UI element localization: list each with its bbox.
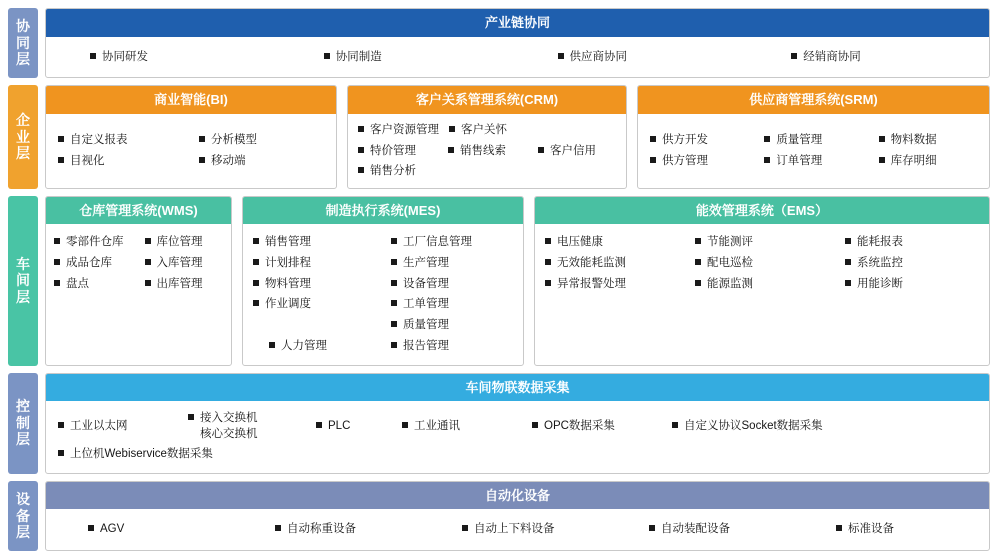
- list-item[interactable]: [352, 120, 443, 141]
- list-item[interactable]: [532, 141, 622, 162]
- list-item[interactable]: [518, 47, 752, 68]
- square-bullet-icon: [836, 525, 842, 531]
- panel-automation-equipment: [45, 481, 990, 551]
- item-label: 成品仓库: [66, 257, 112, 270]
- list-item[interactable]: [642, 130, 756, 151]
- item-label: 配电巡检: [706, 257, 753, 270]
- list-item[interactable]: [178, 409, 306, 444]
- item-label: 人力管理: [281, 339, 327, 352]
- item-label: 节能测评: [706, 236, 753, 249]
- item-label: 客户资源管理: [370, 123, 439, 136]
- layer-collaboration: [8, 8, 990, 78]
- item-label: 客户信用: [549, 144, 596, 157]
- square-bullet-icon: [275, 525, 281, 531]
- square-bullet-icon: [695, 259, 701, 265]
- panel-title-bi: 商业智能(BI): [46, 86, 336, 114]
- list-item[interactable]: [837, 232, 987, 253]
- square-bullet-icon: [54, 280, 60, 286]
- item-label: 作业调度: [265, 298, 311, 311]
- item-label: 质量管理: [403, 319, 449, 332]
- panel-title-srm: 供应商管理系统(SRM): [638, 86, 989, 114]
- list-item[interactable]: [443, 120, 533, 141]
- square-bullet-icon: [672, 422, 678, 428]
- list-item[interactable]: [537, 274, 687, 295]
- item-label: 工单管理: [403, 298, 449, 311]
- list-item[interactable]: [837, 253, 987, 274]
- list-item[interactable]: [522, 416, 662, 437]
- square-bullet-icon: [54, 259, 60, 265]
- square-bullet-icon: [402, 422, 408, 428]
- list-item[interactable]: [383, 336, 521, 357]
- square-bullet-icon: [879, 157, 885, 163]
- item-label: 销售线索: [459, 144, 506, 157]
- item-label: 能耗报表: [856, 236, 903, 249]
- item-label: 经销商协同: [803, 50, 861, 63]
- square-bullet-icon: [879, 136, 885, 142]
- square-bullet-icon: [269, 342, 275, 348]
- square-bullet-icon: [391, 259, 397, 265]
- list-item[interactable]: [245, 253, 383, 274]
- square-bullet-icon: [253, 280, 259, 286]
- square-bullet-icon: [845, 259, 851, 265]
- list-item[interactable]: [687, 232, 837, 253]
- item-label: 用能诊断: [856, 277, 903, 290]
- square-bullet-icon: [253, 238, 259, 244]
- list-item[interactable]: [245, 336, 383, 357]
- layer-tag-control: [8, 373, 38, 474]
- square-bullet-icon: [90, 53, 96, 59]
- item-label: 库位管理: [156, 236, 203, 249]
- square-bullet-icon: [358, 147, 364, 153]
- panel-title-wms: 仓库管理系统(WMS): [46, 197, 231, 225]
- square-bullet-icon: [145, 238, 151, 244]
- square-bullet-icon: [391, 342, 397, 348]
- item-label: 供方管理: [662, 154, 708, 167]
- item-label: 无效能耗监测: [557, 257, 626, 270]
- layer-workshop: [8, 196, 990, 366]
- list-item[interactable]: [50, 519, 237, 540]
- layer-body-collaboration: [45, 8, 990, 78]
- square-bullet-icon: [545, 259, 551, 265]
- list-item[interactable]: [662, 416, 850, 437]
- item-label: 盘点: [66, 277, 89, 290]
- item-label: 自动称重设备: [287, 523, 356, 536]
- item-label: 异常报警处理: [557, 277, 626, 290]
- list-item[interactable]: [245, 294, 383, 315]
- item-label: 目视化: [70, 154, 105, 167]
- item-label: 工业通讯: [414, 420, 460, 433]
- list-item[interactable]: [687, 253, 837, 274]
- square-bullet-icon: [695, 238, 701, 244]
- list-item[interactable]: [871, 151, 985, 172]
- layer-body-control: [45, 373, 990, 474]
- square-bullet-icon: [253, 259, 259, 265]
- panel-ems: [534, 196, 990, 366]
- square-bullet-icon: [58, 157, 64, 163]
- item-label: 质量管理: [776, 134, 823, 147]
- square-bullet-icon: [764, 136, 770, 142]
- list-item[interactable]: [756, 151, 870, 172]
- square-bullet-icon: [448, 147, 454, 153]
- list-item[interactable]: [139, 274, 230, 295]
- list-item[interactable]: [48, 444, 987, 465]
- item-label: 工厂信息管理: [403, 236, 472, 249]
- item-label: 物料数据: [890, 134, 937, 147]
- square-bullet-icon: [650, 157, 656, 163]
- panel-title-automation-equipment: 自动化设备: [46, 482, 989, 510]
- list-item[interactable]: [48, 253, 139, 274]
- item-label: 特价管理: [370, 144, 416, 157]
- square-bullet-icon: [764, 157, 770, 163]
- panel-mes: [242, 196, 524, 366]
- item-label: 自定义协议Socket数据采集: [684, 420, 823, 433]
- list-item[interactable]: [537, 253, 687, 274]
- panel-title-industry-chain: 产业链协同: [46, 9, 989, 37]
- item-label: 协同制造: [335, 50, 382, 63]
- layer-tag-label: 控制层: [16, 398, 30, 448]
- square-bullet-icon: [358, 167, 364, 173]
- item-label: 自动装配设备: [661, 523, 730, 536]
- square-bullet-icon: [532, 422, 538, 428]
- layer-enterprise: [8, 85, 990, 189]
- item-label: 订单管理: [776, 154, 823, 167]
- panel-body-crm: [348, 114, 626, 188]
- layer-tag-label: 企业层: [16, 112, 30, 162]
- list-item[interactable]: [383, 274, 521, 295]
- panel-body-srm: [638, 114, 989, 188]
- item-label: 接入交换机 核心交换机: [200, 412, 258, 440]
- item-label: 上位机Webiservice数据采集: [70, 448, 213, 461]
- square-bullet-icon: [58, 422, 64, 428]
- list-item[interactable]: [383, 253, 521, 274]
- list-item[interactable]: [798, 519, 985, 540]
- layer-tag-collaboration: [8, 8, 38, 78]
- list-item[interactable]: [48, 416, 178, 437]
- panel-industry-chain: [45, 8, 990, 78]
- list-item[interactable]: [48, 232, 139, 253]
- list-item[interactable]: [191, 151, 332, 172]
- list-item[interactable]: [383, 315, 521, 336]
- layer-body-workshop: [45, 196, 990, 366]
- list-item[interactable]: [383, 232, 521, 253]
- panel-body-iot-data-collection: [46, 401, 989, 473]
- square-bullet-icon: [391, 280, 397, 286]
- item-label: 零部件仓库: [66, 236, 124, 249]
- item-label: 销售管理: [265, 236, 311, 249]
- square-bullet-icon: [695, 280, 701, 286]
- list-item[interactable]: [284, 47, 518, 68]
- layer-tag-enterprise: [8, 85, 38, 189]
- item-label: 电压健康: [557, 236, 603, 249]
- item-label: 供方开发: [662, 134, 708, 147]
- square-bullet-icon: [199, 136, 205, 142]
- panel-body-automation-equipment: [46, 509, 989, 550]
- list-item[interactable]: [50, 151, 191, 172]
- item-label: 能源监测: [706, 277, 753, 290]
- square-bullet-icon: [324, 53, 330, 59]
- panel-srm: [637, 85, 990, 189]
- square-bullet-icon: [58, 136, 64, 142]
- square-bullet-icon: [462, 525, 468, 531]
- square-bullet-icon: [391, 300, 397, 306]
- panel-crm: [347, 85, 627, 189]
- layer-body-device: [45, 481, 990, 551]
- list-item[interactable]: [756, 130, 870, 151]
- list-item[interactable]: [642, 151, 756, 172]
- item-label: OPC数据采集: [544, 420, 615, 433]
- list-item[interactable]: [687, 274, 837, 295]
- square-bullet-icon: [253, 300, 259, 306]
- panel-title-mes: 制造执行系统(MES): [243, 197, 523, 225]
- list-item[interactable]: [383, 294, 521, 315]
- square-bullet-icon: [391, 238, 397, 244]
- list-item[interactable]: [191, 130, 332, 151]
- panel-body-mes: [243, 224, 523, 364]
- list-item[interactable]: [306, 416, 392, 437]
- list-item[interactable]: [245, 232, 383, 253]
- item-label: 库存明细: [890, 154, 937, 167]
- square-bullet-icon: [791, 53, 797, 59]
- list-item[interactable]: [48, 274, 139, 295]
- square-bullet-icon: [316, 422, 322, 428]
- panel-title-iot-data-collection: 车间物联数据采集: [46, 374, 989, 402]
- list-item[interactable]: [442, 141, 532, 162]
- square-bullet-icon: [391, 321, 397, 327]
- item-label: 协同研发: [102, 50, 148, 63]
- item-label: 出库管理: [156, 277, 203, 290]
- list-item[interactable]: [139, 253, 230, 274]
- list-item[interactable]: [837, 274, 987, 295]
- panel-bi: [45, 85, 337, 189]
- item-label: 自动上下料设备: [474, 523, 555, 536]
- list-item[interactable]: [139, 232, 230, 253]
- square-bullet-icon: [558, 53, 564, 59]
- item-label: 计划排程: [265, 257, 311, 270]
- layer-tag-device: [8, 481, 38, 551]
- item-label: 供应商协同: [569, 50, 627, 63]
- item-label: 客户关怀: [461, 123, 507, 136]
- panel-title-ems: 能效管理系统（EMS）: [535, 197, 989, 225]
- layer-tag-label: 设备层: [16, 491, 30, 541]
- list-item[interactable]: [352, 161, 442, 182]
- panel-title-crm: 客户关系管理系统(CRM): [348, 86, 626, 114]
- list-item[interactable]: [245, 274, 383, 295]
- list-item[interactable]: [424, 519, 611, 540]
- list-item[interactable]: [611, 519, 798, 540]
- list-item[interactable]: [50, 130, 191, 151]
- layer-control: [8, 373, 990, 474]
- item-label: 工业以太网: [70, 420, 128, 433]
- item-label: 报告管理: [403, 339, 449, 352]
- layer-tag-label: 车间层: [16, 255, 30, 305]
- item-label: 入库管理: [156, 257, 203, 270]
- square-bullet-icon: [449, 126, 455, 132]
- panel-body-industry-chain: [46, 37, 989, 78]
- item-label: AGV: [100, 523, 125, 536]
- item-label: 系统监控: [856, 257, 903, 270]
- item-label: 自定义报表: [70, 134, 128, 147]
- layer-tag-workshop: [8, 196, 38, 366]
- panel-iot-data-collection: [45, 373, 990, 474]
- square-bullet-icon: [545, 280, 551, 286]
- layer-body-enterprise: [45, 85, 990, 189]
- list-item[interactable]: [237, 519, 424, 540]
- square-bullet-icon: [545, 238, 551, 244]
- panel-wms: [45, 196, 232, 366]
- square-bullet-icon: [145, 280, 151, 286]
- item-label: 分析模型: [211, 134, 257, 147]
- square-bullet-icon: [845, 238, 851, 244]
- list-item[interactable]: [871, 130, 985, 151]
- item-label: 移动端: [211, 154, 246, 167]
- item-label: 销售分析: [370, 165, 416, 178]
- square-bullet-icon: [58, 450, 64, 456]
- square-bullet-icon: [538, 147, 544, 153]
- square-bullet-icon: [358, 126, 364, 132]
- panel-body-wms: [46, 224, 231, 364]
- square-bullet-icon: [188, 414, 194, 420]
- item-label: 物料管理: [265, 277, 311, 290]
- list-item[interactable]: [352, 141, 442, 162]
- square-bullet-icon: [88, 525, 94, 531]
- square-bullet-icon: [145, 259, 151, 265]
- panel-body-bi: [46, 114, 336, 188]
- square-bullet-icon: [199, 157, 205, 163]
- item-label: 生产管理: [403, 257, 449, 270]
- panel-body-ems: [535, 224, 989, 364]
- layer-tag-label: 协同层: [16, 18, 30, 68]
- item-label: PLC: [328, 420, 351, 433]
- list-item[interactable]: [392, 416, 522, 437]
- square-bullet-icon: [54, 238, 60, 244]
- square-bullet-icon: [650, 136, 656, 142]
- list-item[interactable]: [751, 47, 985, 68]
- item-label: 标准设备: [848, 523, 894, 536]
- square-bullet-icon: [845, 280, 851, 286]
- list-item[interactable]: [537, 232, 687, 253]
- square-bullet-icon: [649, 525, 655, 531]
- layer-device: [8, 481, 990, 551]
- list-item[interactable]: [50, 47, 284, 68]
- item-label: 设备管理: [403, 277, 449, 290]
